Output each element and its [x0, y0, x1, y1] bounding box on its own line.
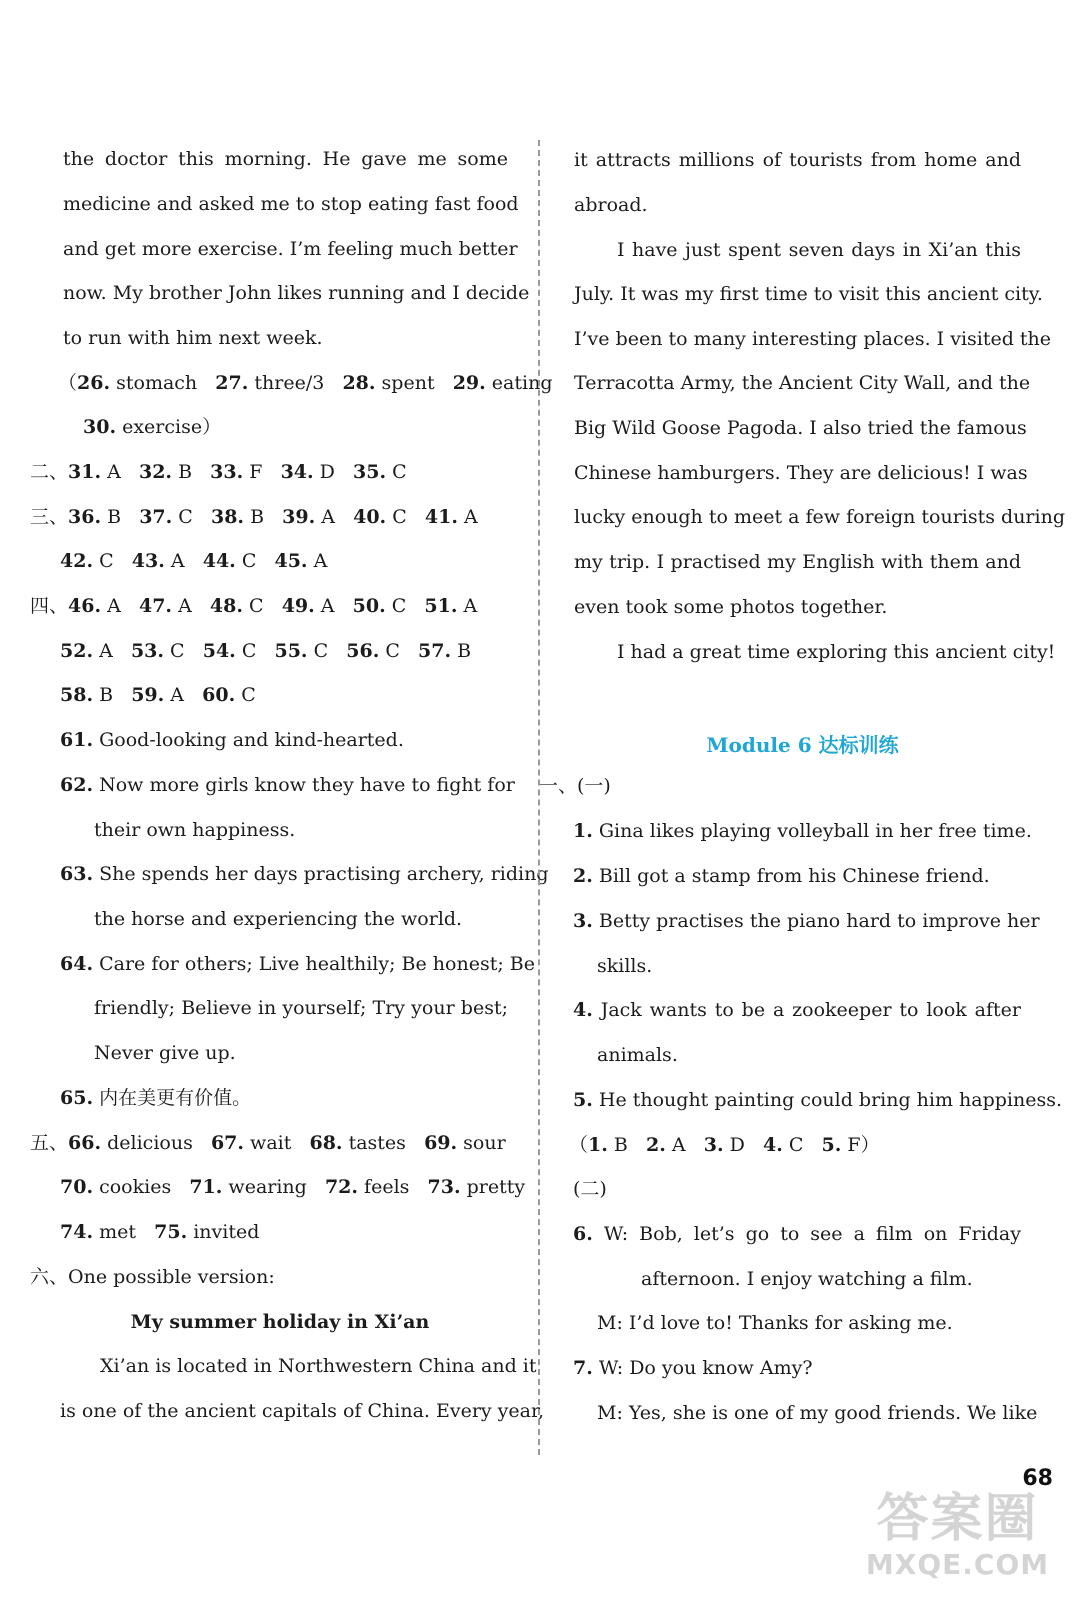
right-text-line: 3. Betty practises the piano hard to improve her	[573, 910, 1040, 932]
watermark-top-text: 答案圈	[876, 1489, 1039, 1549]
left-text-line: 三、36. B 37. C 38. B 39. A 40. C 41. A	[30, 506, 478, 528]
right-text-line: I’ve been to many interesting places. I visited the	[574, 328, 1052, 350]
left-text-line: 52. A 53. C 54. C 55. C 56. C 57. B	[60, 640, 472, 662]
right-text-line: July. It was my first time to visit this ancient city.	[574, 283, 1043, 305]
right-text-line: 2. Bill got a stamp from his Chinese friend.	[573, 865, 990, 887]
left-text-line: 62. Now more girls know they have to fight for	[60, 774, 515, 796]
right-text-line: Chinese hamburgers. They are delicious! I was	[574, 462, 1028, 484]
left-text-line: 30. exercise）	[83, 416, 222, 438]
watermark-bottom-text: MXQE.COM	[865, 1548, 1050, 1581]
left-text-line: 74. met 75. invited	[60, 1221, 260, 1243]
left-text-line: to run with him next week.	[63, 327, 323, 349]
left-text-line: medicine and asked me to stop eating fast food	[63, 193, 519, 215]
left-text-line: 61. Good-looking and kind-hearted.	[60, 729, 404, 751]
left-text-line: 五、66. delicious 67. wait 68. tastes 69. sour	[30, 1132, 506, 1154]
left-text-line: 65. 内在美更有价值。	[60, 1087, 252, 1109]
left-text-line: is one of the ancient capitals of China. Every year,	[60, 1400, 545, 1422]
right-text-line: lucky enough to meet a few foreign tourists during	[574, 506, 1065, 528]
right-text-line: 7. W: Do you know Amy?	[573, 1357, 813, 1379]
right-text-line: 一、(一)	[539, 775, 611, 797]
right-text-line: 1. Gina likes playing volleyball in her free time.	[573, 820, 1032, 842]
right-text-line: my trip. I practised my English with them and	[574, 551, 1021, 573]
right-text-line: animals.	[597, 1044, 678, 1066]
right-text-line: I have just spent seven days in Xi’an this	[617, 239, 1021, 261]
right-text-line: afternoon. I enjoy watching a film.	[641, 1268, 973, 1290]
left-text-line: 64. Care for others; Live healthily; Be honest; Be	[60, 953, 535, 975]
left-text-line: 42. C 43. A 44. C 45. A	[60, 550, 328, 572]
left-text-line: Never give up.	[94, 1042, 236, 1064]
right-text-line: abroad.	[574, 194, 648, 216]
right-text-line: M: Yes, she is one of my good friends. We like	[597, 1402, 1038, 1424]
left-text-line: 63. She spends her days practising archery, riding	[60, 863, 549, 885]
left-text-line: the horse and experiencing the world.	[94, 908, 463, 930]
right-text-line: 5. He thought painting could bring him happiness.	[573, 1089, 1063, 1111]
left-text-line: the doctor this morning. He gave me some	[63, 148, 508, 170]
left-text-line: 58. B 59. A 60. C	[60, 684, 256, 706]
left-text-line: 六、One possible version:	[30, 1266, 275, 1288]
right-text-line: I had a great time exploring this ancient city!	[617, 641, 1056, 663]
right-text-line: skills.	[597, 955, 653, 977]
left-text-line: 70. cookies 71. wearing 72. feels 73. pretty	[60, 1176, 526, 1198]
left-text-line: friendly; Believe in yourself; Try your best;	[94, 997, 508, 1019]
page-number: 68	[1022, 1466, 1053, 1491]
left-text-line: their own happiness.	[94, 819, 296, 841]
right-text-line: 6. W: Bob, let’s go to see a film on Friday	[573, 1223, 1021, 1245]
right-text-line: it attracts millions of tourists from home and	[574, 149, 1021, 171]
left-text-line: 二、31. A 32. B 33. F 34. D 35. C	[30, 461, 407, 483]
left-text-line: now. My brother John likes running and I decide	[63, 282, 530, 304]
left-text-line: My summer holiday in Xi’an	[130, 1311, 430, 1333]
left-text-line: Xi’an is located in Northwestern China and it	[100, 1355, 537, 1377]
left-text-line: 四、46. A 47. A 48. C 49. A 50. C 51. A	[30, 595, 478, 617]
right-text-line: （1. B 2. A 3. D 4. C 5. F）	[569, 1134, 880, 1156]
left-text-line: and get more exercise. I’m feeling much better	[63, 238, 518, 260]
right-text-line: (二)	[573, 1178, 607, 1200]
watermark-logo	[860, 1488, 1055, 1588]
right-text-line: even took some photos together.	[574, 596, 888, 618]
section-title: Module 6 达标训练	[706, 733, 899, 757]
right-text-line: Terracotta Army, the Ancient City Wall, and the	[574, 372, 1031, 394]
right-text-line: Big Wild Goose Pagoda. I also tried the famous	[574, 417, 1027, 439]
right-text-line: 4. Jack wants to be a zookeeper to look after	[573, 999, 1021, 1021]
left-text-line: （26. stomach 27. three/3 28. spent 29. eating	[58, 372, 553, 394]
right-text-line: M: I’d love to! Thanks for asking me.	[597, 1312, 953, 1334]
